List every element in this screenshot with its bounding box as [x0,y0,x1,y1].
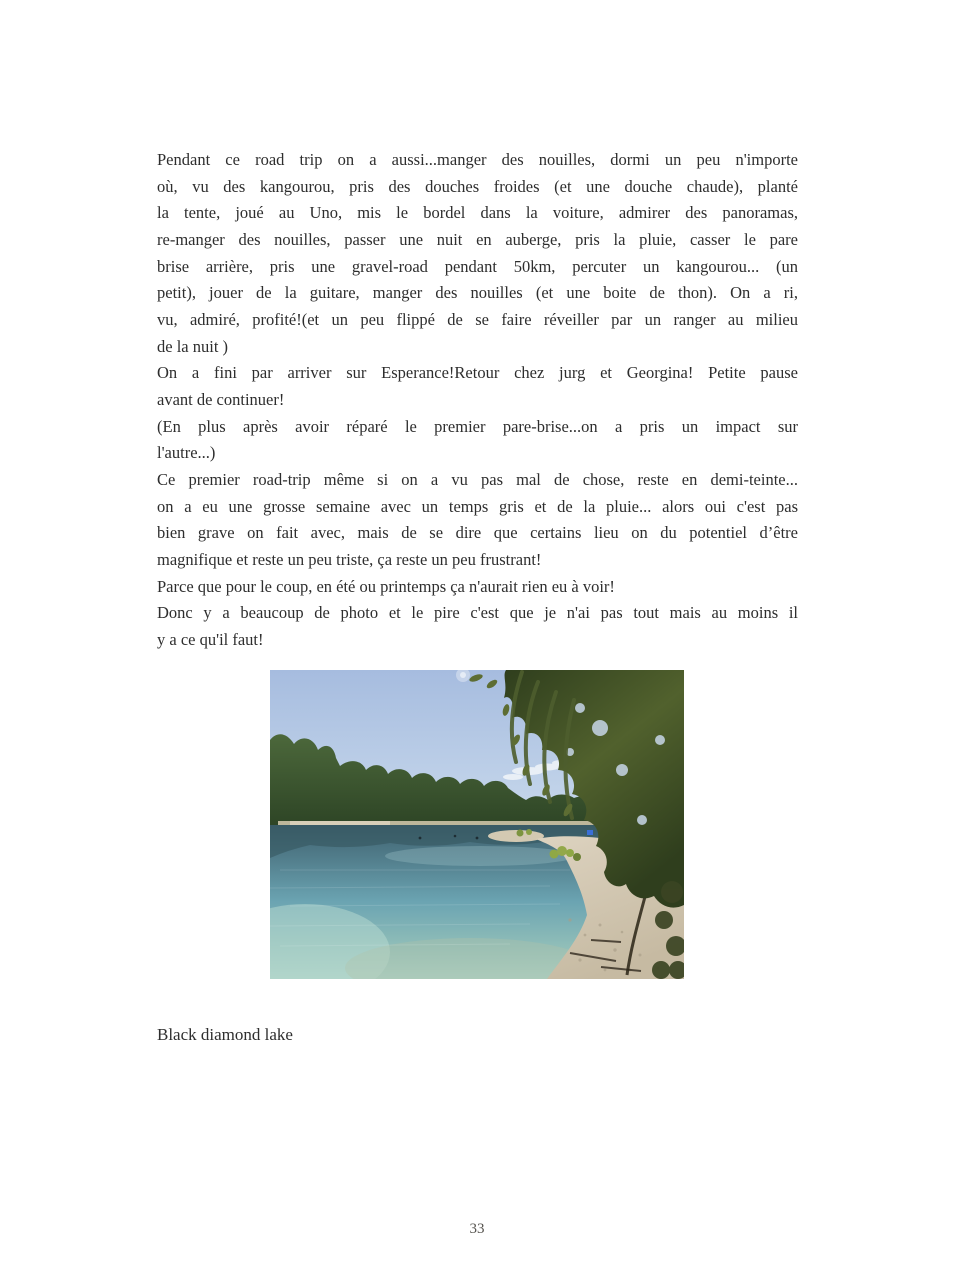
text-line: avant de continuer! [157,389,285,409]
body-text [157,147,798,653]
text-line: la tente, joué au Uno, mis le bordel dans la voiture, admirer des panoramas, [157,203,798,223]
lake-photo [270,670,684,979]
text-line: y a ce qu'il faut! [157,629,264,649]
text-line: on a eu une grosse semaine avec un temps gris et de la pluie... alors oui c'est pas [157,496,798,516]
blue-object [587,830,593,835]
text-line: magnifique et reste un peu triste, ça reste un peu frustrant! [157,549,542,569]
lake-photo-graphic [270,670,684,979]
text-line: Donc y a beaucoup de photo et le pire c'est que je n'ai pas tout mais au moins il [157,603,798,623]
text-line: vu, admiré, profité!(et un peu flippé de se faire réveiller par un ranger au milieu [157,309,798,329]
text-line: petit), jouer de la guitare, manger des nouilles (et une boite de thon). On a ri, [157,283,798,303]
text-line: où, vu des kangourou, pris des douches froides (et une douche chaude), planté [157,176,798,196]
text-line: (En plus après avoir réparé le premier pare-brise...on a pris un impact sur [157,416,798,436]
text-line: On a fini par arriver sur Esperance!Retour chez jurg et Georgina! Petite pause [157,363,798,383]
text-line: Ce premier road-trip même si on a vu pas mal de chose, reste en demi-teinte... [157,469,798,489]
text-line: re-manger des nouilles, passer une nuit en auberge, pris la pluie, casser le pare [157,229,798,249]
text-line: Pendant ce road trip on a aussi...manger des nouilles, dormi un peu n'importe [157,150,798,169]
page-number: 33 [469,1221,485,1237]
text-line: l'autre...) [157,443,216,463]
photo-caption: Black diamond lake [157,1025,293,1044]
text-line: de la nuit ) [157,336,229,356]
text-line: brise arrière, pris une gravel-road pendant 50km, percuter un kangourou... (un [157,256,798,276]
text-line: bien grave on fait avec, mais de se dire que certains lieu on du potentiel d’être [157,523,798,543]
text-line: Parce que pour le coup, en été ou printemps ça n'aurait rien eu à voir! [157,576,615,596]
